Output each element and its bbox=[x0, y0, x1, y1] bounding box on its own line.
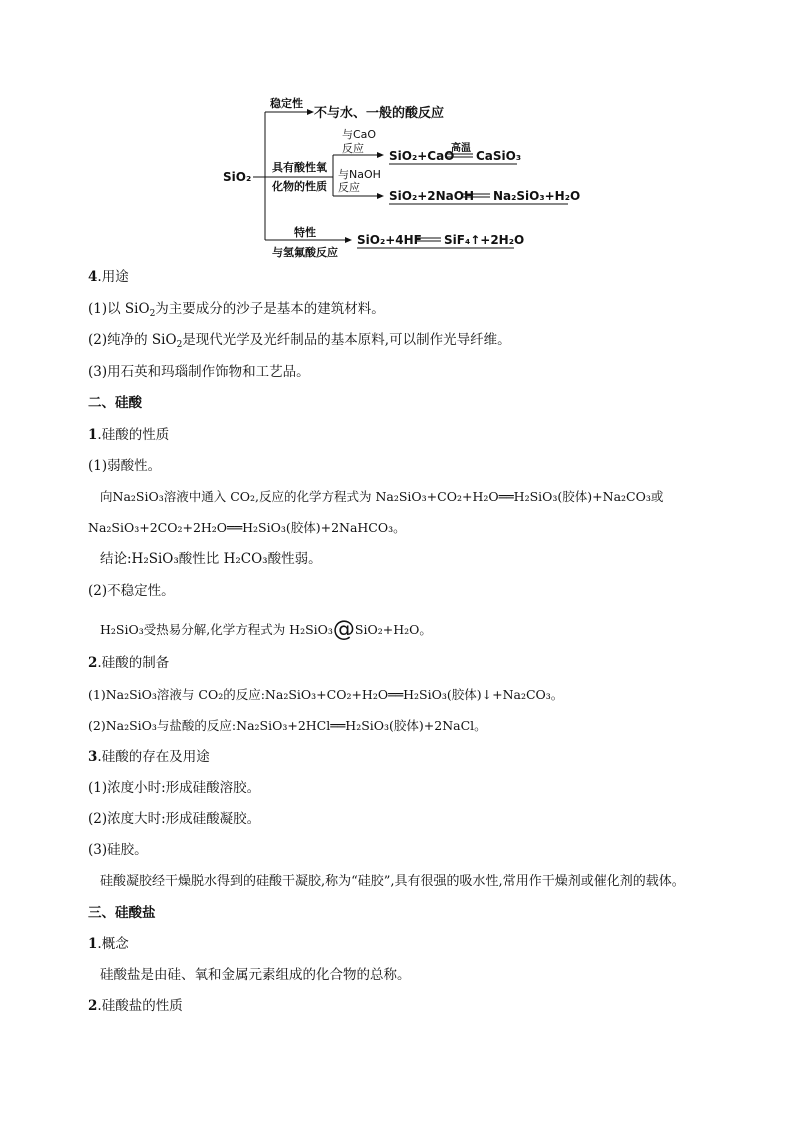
existence-3: (3)硅胶。 bbox=[88, 842, 148, 858]
cao-left: SiO₂+CaO bbox=[389, 149, 455, 163]
equation-line-1: 向Na₂SiO₃溶液中通入 CO₂,反应的化学方程式为 Na₂SiO₃+CO₂+H₂O══H₂SiO₃(胶体)+Na₂CO₃或 bbox=[100, 489, 664, 504]
part3-s2-title: 2.硅酸盐的性质 bbox=[88, 998, 183, 1014]
part2-heading: 二、硅酸 bbox=[88, 395, 142, 411]
branch-acidic-label-2: 化物的性质 bbox=[272, 180, 327, 193]
cao-right: CaSiO₃ bbox=[476, 149, 522, 163]
use-item-1: (1)以 SiO$_2$为主要成分的沙子是基本的建筑材料。 bbox=[88, 301, 385, 319]
prep-1: (1)Na₂SiO₃溶液与 CO₂的反应:Na₂SiO₃+CO₂+H₂O══H₂SiO₃(胶体)↓+Na₂CO₃。 bbox=[88, 687, 564, 702]
part3-s1-title: 1.概念 bbox=[88, 936, 129, 952]
branch-stability-result: 不与水、一般的酸反应 bbox=[314, 106, 445, 121]
conclusion: 结论:H₂SiO₃酸性比 H₂CO₃酸性弱。 bbox=[100, 551, 322, 567]
naoh-label-2: 反应 bbox=[338, 181, 360, 194]
naoh-right: Na₂SiO₃+H₂O bbox=[493, 189, 581, 203]
arrow-head bbox=[377, 193, 384, 199]
part2-s3-title: 3.硅酸的存在及用途 bbox=[88, 749, 210, 765]
arrow-head bbox=[377, 152, 384, 158]
instability: (2)不稳定性。 bbox=[88, 583, 175, 599]
silicate-definition: 硅酸盐是由硅、氧和金属元素组成的化合物的总称。 bbox=[100, 967, 411, 983]
diagram-root: SiO₂ bbox=[223, 170, 252, 184]
cao-condition: 高温 bbox=[451, 143, 471, 154]
arrow-head bbox=[345, 237, 352, 243]
branch-special-label-2: 与氢氟酸反应 bbox=[272, 246, 338, 259]
branch-special-label-1: 特性 bbox=[294, 226, 316, 239]
arrow-head bbox=[307, 109, 314, 115]
part2-s2-title: 2.硅酸的制备 bbox=[88, 655, 170, 671]
heat-symbol: @ bbox=[332, 617, 355, 642]
existence-1: (1)浓度小时:形成硅酸溶胶。 bbox=[88, 780, 261, 796]
section-4-title: 4.用途 bbox=[88, 269, 129, 285]
decomposition-equation: H₂SiO₃受热易分解,化学方程式为 H₂SiO₃@SiO₂+H₂O。 bbox=[100, 617, 432, 642]
branch-stability-label: 稳定性 bbox=[270, 97, 303, 110]
cao-label-2: 反应 bbox=[342, 142, 364, 155]
branch-acidic-label-1: 具有酸性氧 bbox=[272, 161, 327, 174]
weak-acidity: (1)弱酸性。 bbox=[88, 458, 162, 474]
part2-s1-title: 1.硅酸的性质 bbox=[88, 427, 170, 443]
silica-gel-paragraph: 硅酸凝胶经干燥脱水得到的硅酸干凝胶,称为“硅胶”,具有很强的吸水性,常用作干燥剂或催化剂的载体。 bbox=[100, 874, 685, 889]
use-item-2: (2)纯净的 SiO$_2$是现代光学及光纤制品的基本原料,可以制作光导纤维。 bbox=[88, 332, 511, 350]
sio2-properties-diagram bbox=[0, 0, 794, 270]
hf-right: SiF₄↑+2H₂O bbox=[444, 233, 525, 247]
cao-label-1: 与CaO bbox=[342, 128, 377, 141]
existence-2: (2)浓度大时:形成硅酸凝胶。 bbox=[88, 811, 261, 827]
prep-2: (2)Na₂SiO₃与盐酸的反应:Na₂SiO₃+2HCl══H₂SiO₃(胶体)+2NaCl。 bbox=[88, 718, 487, 733]
naoh-label-1: 与NaOH bbox=[338, 168, 381, 181]
naoh-left: SiO₂+2NaOH bbox=[389, 189, 475, 203]
hf-left: SiO₂+4HF bbox=[357, 233, 422, 247]
use-item-3: (3)用石英和玛瑙制作饰物和工艺品。 bbox=[88, 364, 310, 380]
equation-line-2: Na₂SiO₃+2CO₂+2H₂O══H₂SiO₃(胶体)+2NaHCO₃。 bbox=[88, 520, 406, 535]
part3-heading: 三、硅酸盐 bbox=[88, 905, 156, 921]
